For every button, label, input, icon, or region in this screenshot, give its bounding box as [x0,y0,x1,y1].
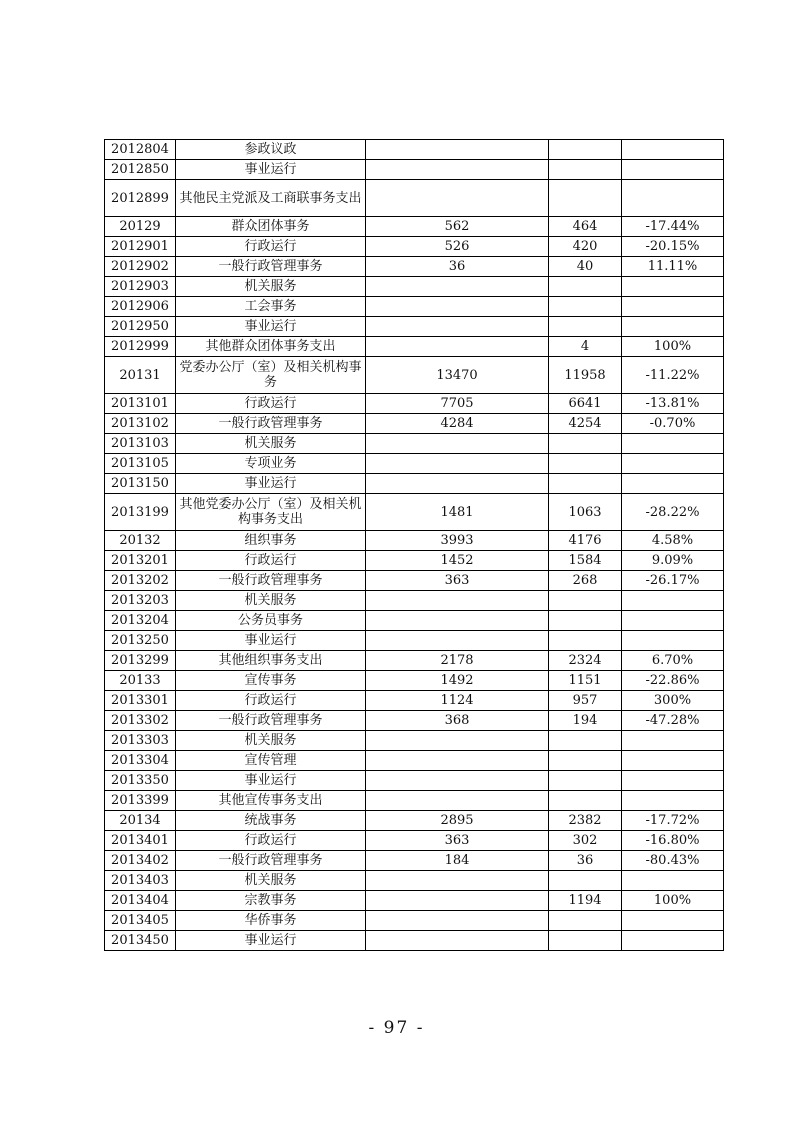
name-cell: 一般行政管理事务 [176,851,366,871]
code-cell: 2012950 [105,317,176,337]
code-cell: 2012899 [105,180,176,217]
code-cell: 2012850 [105,160,176,180]
value2-cell [549,160,622,180]
percent-cell [622,751,724,771]
value1-cell [366,140,549,160]
name-cell: 宣传事务 [176,671,366,691]
percent-cell: 9.09% [622,551,724,571]
code-cell: 2013401 [105,831,176,851]
value2-cell [549,931,622,951]
code-cell: 2013101 [105,394,176,414]
percent-cell: 100% [622,891,724,911]
table-row [105,651,724,671]
value1-cell: 368 [366,711,549,731]
value1-cell: 1481 [366,494,549,531]
table-row [105,591,724,611]
value2-cell [549,751,622,771]
value2-cell [549,631,622,651]
percent-cell [622,791,724,811]
name-cell: 事业运行 [176,317,366,337]
code-cell: 2013302 [105,711,176,731]
code-cell: 2013399 [105,791,176,811]
table-row [105,731,724,751]
code-cell: 2012804 [105,140,176,160]
code-cell: 2013303 [105,731,176,751]
page-number: - 97 - [368,1018,425,1038]
table-row [105,671,724,691]
name-cell: 统战事务 [176,811,366,831]
value1-cell [366,771,549,791]
name-cell: 其他党委办公厅（室）及相关机构事务支出 [176,494,366,531]
name-cell: 机关服务 [176,277,366,297]
name-cell: 事业运行 [176,631,366,651]
table-row [105,691,724,711]
value1-cell: 4284 [366,414,549,434]
value2-cell: 194 [549,711,622,731]
percent-cell: -20.15% [622,237,724,257]
name-cell: 其他群众团体事务支出 [176,337,366,357]
percent-cell: 11.11% [622,257,724,277]
value2-cell: 4 [549,337,622,357]
table-row [105,811,724,831]
code-cell: 2012902 [105,257,176,277]
code-cell: 2012906 [105,297,176,317]
table-body [105,140,724,951]
name-cell: 一般行政管理事务 [176,711,366,731]
code-cell: 2013301 [105,691,176,711]
value2-cell: 1063 [549,494,622,531]
code-cell: 2013404 [105,891,176,911]
value1-cell [366,337,549,357]
value2-cell [549,611,622,631]
percent-cell [622,474,724,494]
value2-cell [549,871,622,891]
name-cell: 行政运行 [176,394,366,414]
percent-cell [622,611,724,631]
code-cell: 2013204 [105,611,176,631]
code-cell: 2013403 [105,871,176,891]
value1-cell: 562 [366,217,549,237]
value2-cell [549,317,622,337]
value2-cell: 302 [549,831,622,851]
percent-cell: 100% [622,337,724,357]
table-row [105,571,724,591]
name-cell: 党委办公厅（室）及相关机构事务 [176,357,366,394]
name-cell: 参政议政 [176,140,366,160]
value1-cell: 7705 [366,394,549,414]
code-cell: 2013102 [105,414,176,434]
table-row [105,394,724,414]
name-cell: 其他组织事务支出 [176,651,366,671]
code-cell: 2013103 [105,434,176,454]
code-cell: 2012903 [105,277,176,297]
name-cell: 事业运行 [176,160,366,180]
percent-cell [622,140,724,160]
code-cell: 20132 [105,531,176,551]
name-cell: 一般行政管理事务 [176,257,366,277]
table-row [105,317,724,337]
value2-cell: 957 [549,691,622,711]
code-cell: 2013402 [105,851,176,871]
percent-cell [622,317,724,337]
name-cell: 其他宣传事务支出 [176,791,366,811]
percent-cell [622,871,724,891]
name-cell: 行政运行 [176,551,366,571]
value1-cell: 2895 [366,811,549,831]
value1-cell: 1492 [366,671,549,691]
budget-table [104,139,724,951]
value2-cell: 268 [549,571,622,591]
value1-cell: 184 [366,851,549,871]
table-row [105,771,724,791]
code-cell: 2013250 [105,631,176,651]
value1-cell: 2178 [366,651,549,671]
table-row [105,891,724,911]
table-row [105,297,724,317]
value1-cell [366,277,549,297]
name-cell: 事业运行 [176,474,366,494]
name-cell: 宗教事务 [176,891,366,911]
value1-cell [366,434,549,454]
value2-cell: 1151 [549,671,622,691]
table-row [105,140,724,160]
percent-cell [622,591,724,611]
percent-cell [622,277,724,297]
value2-cell [549,771,622,791]
value2-cell: 464 [549,217,622,237]
value1-cell: 526 [366,237,549,257]
table-row [105,277,724,297]
value1-cell [366,731,549,751]
value2-cell: 1584 [549,551,622,571]
code-cell: 20129 [105,217,176,237]
table-row [105,911,724,931]
table-row [105,414,724,434]
code-cell: 2013199 [105,494,176,531]
percent-cell: -80.43% [622,851,724,871]
percent-cell: 300% [622,691,724,711]
value1-cell: 36 [366,257,549,277]
value1-cell [366,871,549,891]
code-cell: 2012999 [105,337,176,357]
percent-cell [622,931,724,951]
value2-cell: 36 [549,851,622,871]
name-cell: 机关服务 [176,434,366,454]
name-cell: 行政运行 [176,237,366,257]
table-row [105,494,724,531]
percent-cell: -22.86% [622,671,724,691]
value1-cell [366,591,549,611]
code-cell: 2013201 [105,551,176,571]
percent-cell [622,771,724,791]
value2-cell: 2324 [549,651,622,671]
name-cell: 群众团体事务 [176,217,366,237]
value1-cell: 1124 [366,691,549,711]
percent-cell: -16.80% [622,831,724,851]
table-row [105,611,724,631]
value2-cell [549,911,622,931]
value1-cell [366,160,549,180]
percent-cell: -0.70% [622,414,724,434]
name-cell: 组织事务 [176,531,366,551]
value2-cell [549,474,622,494]
table-row [105,237,724,257]
value2-cell [549,140,622,160]
percent-cell [622,631,724,651]
table-row [105,454,724,474]
value2-cell: 4176 [549,531,622,551]
value1-cell [366,631,549,651]
value2-cell [549,731,622,751]
code-cell: 2013299 [105,651,176,671]
value1-cell [366,911,549,931]
percent-cell [622,160,724,180]
code-cell: 2013405 [105,911,176,931]
table-row [105,531,724,551]
code-cell: 20133 [105,671,176,691]
value1-cell [366,751,549,771]
percent-cell: -17.44% [622,217,724,237]
table-row [105,631,724,651]
value2-cell [549,277,622,297]
percent-cell [622,180,724,217]
name-cell: 机关服务 [176,871,366,891]
code-cell: 2013150 [105,474,176,494]
table-row [105,931,724,951]
percent-cell: 4.58% [622,531,724,551]
table-row [105,871,724,891]
value1-cell: 1452 [366,551,549,571]
table-row [105,180,724,217]
value1-cell: 3993 [366,531,549,551]
value2-cell: 1194 [549,891,622,911]
table-row [105,791,724,811]
code-cell: 2012901 [105,237,176,257]
table-row [105,751,724,771]
name-cell: 公务员事务 [176,611,366,631]
code-cell: 2013203 [105,591,176,611]
value2-cell [549,591,622,611]
table-row [105,434,724,454]
code-cell: 2013350 [105,771,176,791]
code-cell: 2013450 [105,931,176,951]
value1-cell [366,931,549,951]
table-row [105,851,724,871]
value2-cell: 11958 [549,357,622,394]
table-row [105,217,724,237]
table-row [105,711,724,731]
name-cell: 一般行政管理事务 [176,414,366,434]
value2-cell [549,454,622,474]
percent-cell: -13.81% [622,394,724,414]
code-cell: 2013304 [105,751,176,771]
table-row [105,831,724,851]
percent-cell: -28.22% [622,494,724,531]
table-row [105,551,724,571]
value1-cell [366,891,549,911]
value1-cell [366,297,549,317]
value2-cell: 40 [549,257,622,277]
value2-cell [549,434,622,454]
percent-cell [622,911,724,931]
value2-cell: 2382 [549,811,622,831]
name-cell: 行政运行 [176,831,366,851]
table-row [105,257,724,277]
value2-cell: 6641 [549,394,622,414]
percent-cell: -11.22% [622,357,724,394]
value2-cell: 420 [549,237,622,257]
value1-cell [366,791,549,811]
name-cell: 专项业务 [176,454,366,474]
percent-cell: 6.70% [622,651,724,671]
value2-cell [549,180,622,217]
name-cell: 机关服务 [176,591,366,611]
percent-cell: -26.17% [622,571,724,591]
code-cell: 20131 [105,357,176,394]
table-row [105,337,724,357]
value1-cell [366,611,549,631]
name-cell: 华侨事务 [176,911,366,931]
name-cell: 宣传管理 [176,751,366,771]
percent-cell [622,731,724,751]
name-cell: 工会事务 [176,297,366,317]
value1-cell [366,317,549,337]
value2-cell [549,791,622,811]
table-row [105,160,724,180]
name-cell: 一般行政管理事务 [176,571,366,591]
value1-cell [366,474,549,494]
percent-cell [622,297,724,317]
value1-cell: 13470 [366,357,549,394]
percent-cell [622,454,724,474]
percent-cell: -47.28% [622,711,724,731]
percent-cell: -17.72% [622,811,724,831]
code-cell: 2013105 [105,454,176,474]
table-row [105,357,724,394]
name-cell: 行政运行 [176,691,366,711]
code-cell: 20134 [105,811,176,831]
percent-cell [622,434,724,454]
value1-cell: 363 [366,831,549,851]
name-cell: 机关服务 [176,731,366,751]
code-cell: 2013202 [105,571,176,591]
table-row [105,474,724,494]
name-cell: 其他民主党派及工商联事务支出 [176,180,366,217]
value2-cell [549,297,622,317]
value1-cell: 363 [366,571,549,591]
name-cell: 事业运行 [176,931,366,951]
name-cell: 事业运行 [176,771,366,791]
value1-cell [366,454,549,474]
value2-cell: 4254 [549,414,622,434]
value1-cell [366,180,549,217]
